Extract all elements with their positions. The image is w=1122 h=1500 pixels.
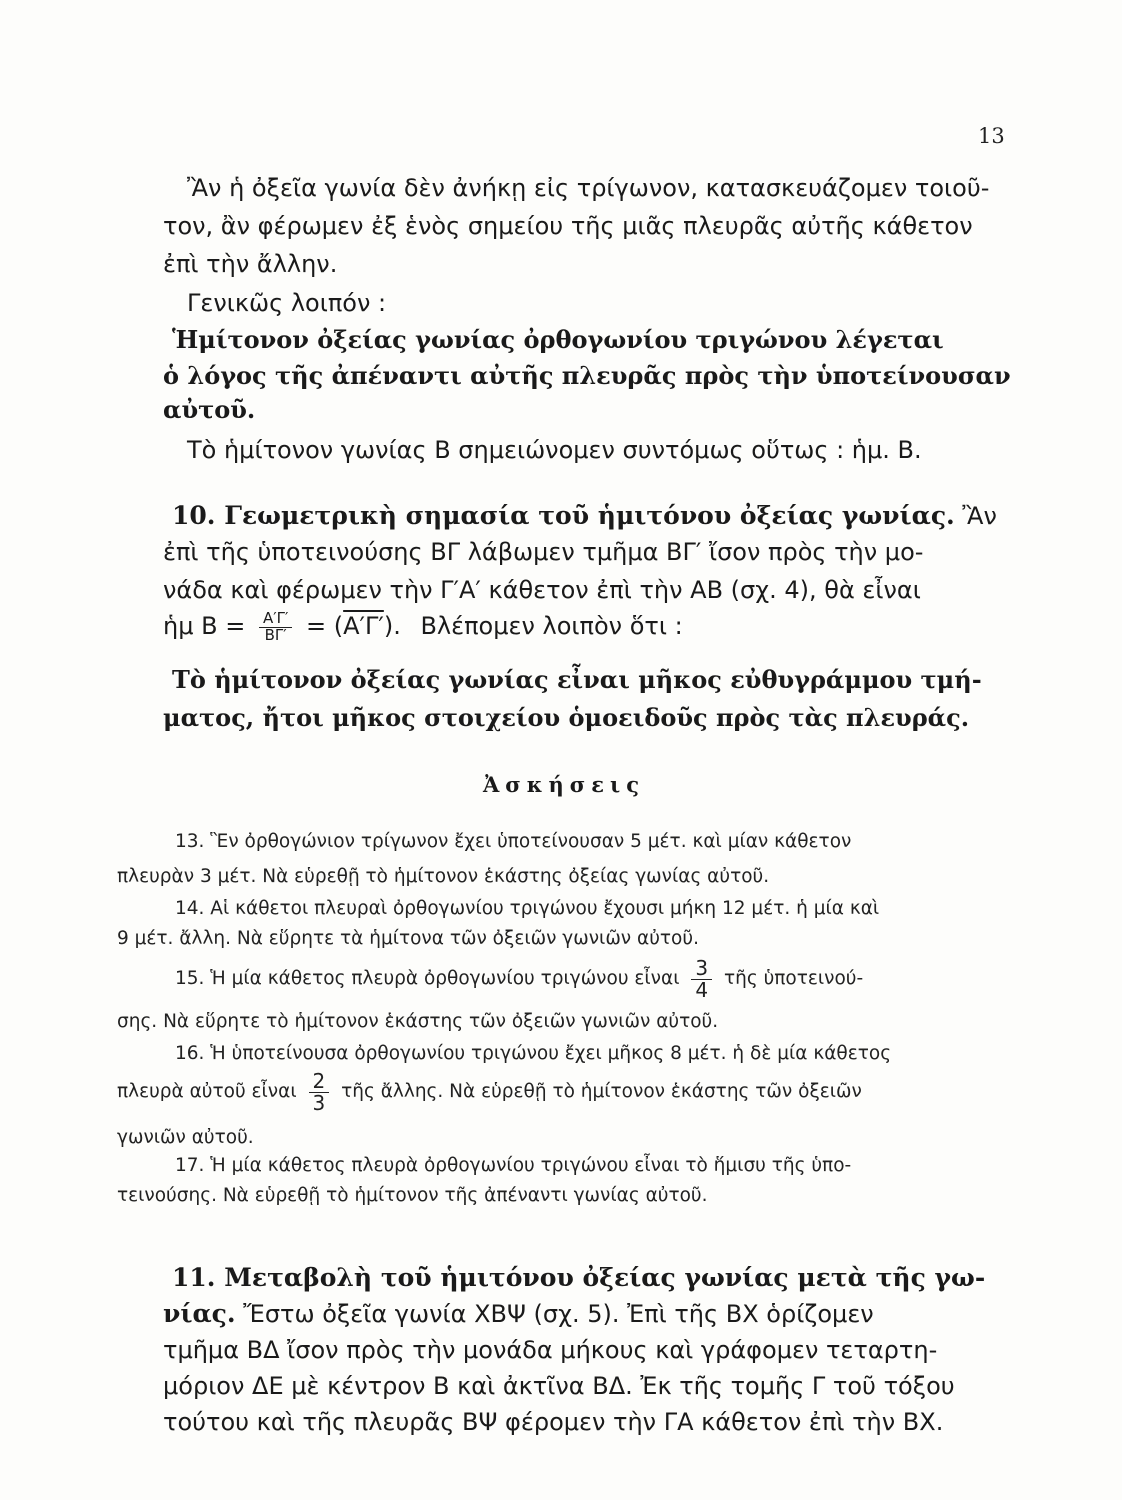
section11-line xyxy=(163,1298,874,1330)
section10-lead: Ἂν xyxy=(962,502,997,530)
exercise-line: 17. Ἡ μία κάθετος πλευρὰ ὀρθογωνίου τριγώνου εἶναι τὸ ἥμισυ τῆς ὑπο- xyxy=(175,1155,852,1176)
fraction-numerator: 2 xyxy=(309,1071,330,1093)
exercise-line: 14. Αἱ κάθετοι πλευραὶ ὀρθογωνίου τριγώνου ἔχουσι μήκη 12 μέτ. ἡ μία καὶ xyxy=(175,898,880,919)
formula-numerator: Α′Γ′ xyxy=(259,611,292,628)
exercise-text: πλευρὰ αὐτοῦ εἶναι xyxy=(117,1081,297,1102)
section11-line: τούτου καὶ τῆς πλευρᾶς ΒΨ φέρομεν τὴν ΓΑ κάθετον ἐπὶ τὴν ΒΧ. xyxy=(163,1408,944,1436)
notation-text: Τὸ ἡμίτονον γωνίας Β σημειώνομεν συντόμως οὕτως : ἡμ. Β. xyxy=(187,436,922,464)
section11-text: Ἔστω ὀξεῖα γωνία ΧΒΨ (σχ. 5). Ἐπὶ τῆς ΒΧ ὁρίζομεν xyxy=(243,1300,874,1328)
section11-line: μόριον ΔΕ μὲ κέντρον Β καὶ ἀκτῖνα ΒΔ. Ἐκ τῆς τομῆς Γ τοῦ τόξου xyxy=(163,1372,955,1400)
section10-line: ἐπὶ τῆς ὑποτεινούσης ΒΓ λάβωμεν τμῆμα ΒΓ′ ἴσον πρὸς τὴν μο- xyxy=(163,538,924,566)
exercise-15-line xyxy=(175,953,863,1005)
definition-line: Ἡμίτονον ὀξείας γωνίας ὀρθογωνίου τριγώνου λέγεται xyxy=(172,325,944,354)
section11-heading-text: 11. Μεταβολὴ τοῦ ἡμιτόνου ὀξείας γωνίας μετὰ τῆς γω- xyxy=(172,1263,986,1292)
para1-line: τον, ἂν φέρωμεν ἐξ ἑνὸς σημείου τῆς μιᾶς πλευρᾶς αὐτῆς κάθετον xyxy=(163,212,973,240)
exercise-text: τῆς ἄλλης. Νὰ εὑρεθῇ τὸ ἡμίτονον ἑκάστης τῶν ὀξειῶν xyxy=(341,1081,862,1102)
formula-equals: = ( xyxy=(306,612,344,640)
fraction-denominator: 4 xyxy=(695,977,709,1002)
section10-heading-line xyxy=(172,500,997,532)
exercise-line: 13. Ἓν ὀρθογώνιον τρίγωνον ἔχει ὑποτείνουσαν 5 μέτ. καὶ μίαν κάθετον xyxy=(175,831,852,852)
para1-line: ἐπὶ τὴν ἄλλην. xyxy=(163,250,338,278)
generally-text: Γενικῶς λοιπόν : xyxy=(187,289,387,317)
definition-line: ὁ λόγος τῆς ἀπέναντι αὐτῆς πλευρᾶς πρὸς τὴν ὑποτείνουσαν xyxy=(163,361,1011,390)
conclusion-line: ματος, ἤτοι μῆκος στοιχείου ὁμοειδοῦς πρὸς τὰς πλευράς. xyxy=(163,703,970,732)
exercise-16-line xyxy=(117,1064,862,1120)
formula-segment: Α′Γ′ xyxy=(343,612,384,640)
section10-line: νάδα καὶ φέρωμεν τὴν Γ′Α′ κάθετον ἐπὶ τὴν ΑΒ (σχ. 4), θὰ εἶναι xyxy=(163,576,921,604)
page-number: 13 xyxy=(978,124,1005,148)
sine-formula xyxy=(163,604,683,648)
exercise-text: τῆς ὑποτεινού- xyxy=(723,968,864,989)
conclusion-line: Τὸ ἡμίτονον ὀξείας γωνίας εἶναι μῆκος εὐθυγράμμου τμή- xyxy=(172,665,982,694)
exercise-line: σης. Νὰ εὕρητε τὸ ἡμίτονον ἑκάστης τῶν ὀξειῶν γωνιῶν αὐτοῦ. xyxy=(117,1011,719,1032)
fraction-numerator: 3 xyxy=(691,958,712,980)
definition-line: αὐτοῦ. xyxy=(163,395,256,424)
exercise-line: γωνιῶν αὐτοῦ. xyxy=(117,1127,254,1148)
exercise-line: 9 μέτ. ἄλλη. Νὰ εὕρητε τὰ ἡμίτονα τῶν ὀξειῶν γωνιῶν αὐτοῦ. xyxy=(117,928,699,949)
section11-line: τμῆμα ΒΔ ἴσον πρὸς τὴν μονάδα μήκους καὶ γράφομεν τεταρτη- xyxy=(163,1336,938,1364)
section11-heading xyxy=(172,1262,985,1294)
exercise-line: 16. Ἡ ὑποτείνουσα ὀρθογωνίου τριγώνου ἔχει μῆκος 8 μέτ. ἡ δὲ μία κάθετος xyxy=(175,1043,892,1064)
para1-line: Ἂν ἡ ὀξεῖα γωνία δὲν ἀνήκῃ εἰς τρίγωνον, κατασκευάζομεν τοιοῦ- xyxy=(187,174,990,202)
exercise-16-fraction xyxy=(309,1068,330,1115)
formula-denominator: ΒΓ′ xyxy=(264,625,287,644)
fraction-denominator: 3 xyxy=(312,1090,326,1115)
exercises-heading: Ἀσκήσεις xyxy=(483,772,645,797)
formula-suffix: Βλέπομεν λοιπὸν ὅτι : xyxy=(420,612,683,640)
section10-heading: 10. Γεωμετρικὴ σημασία τοῦ ἡμιτόνου ὀξείας γωνίας. xyxy=(172,501,955,530)
exercise-text: 15. Ἡ μία κάθετος πλευρὰ ὀρθογωνίου τριγώνου εἶναι xyxy=(175,968,680,989)
formula-close: ). xyxy=(383,612,401,640)
exercise-15-fraction xyxy=(691,955,712,1002)
formula-fraction xyxy=(259,608,292,644)
exercise-line: τεινούσης. Νὰ εὑρεθῇ τὸ ἡμίτονον τῆς ἀπέναντι γωνίας αὐτοῦ. xyxy=(117,1185,708,1206)
formula-prefix: ἡμ Β = xyxy=(163,612,246,640)
section11-heading-text: νίας. xyxy=(163,1299,236,1328)
exercise-line: πλευρὰν 3 μέτ. Νὰ εὑρεθῇ τὸ ἡμίτονον ἑκάστης ὀξείας γωνίας αὐτοῦ. xyxy=(117,866,770,887)
